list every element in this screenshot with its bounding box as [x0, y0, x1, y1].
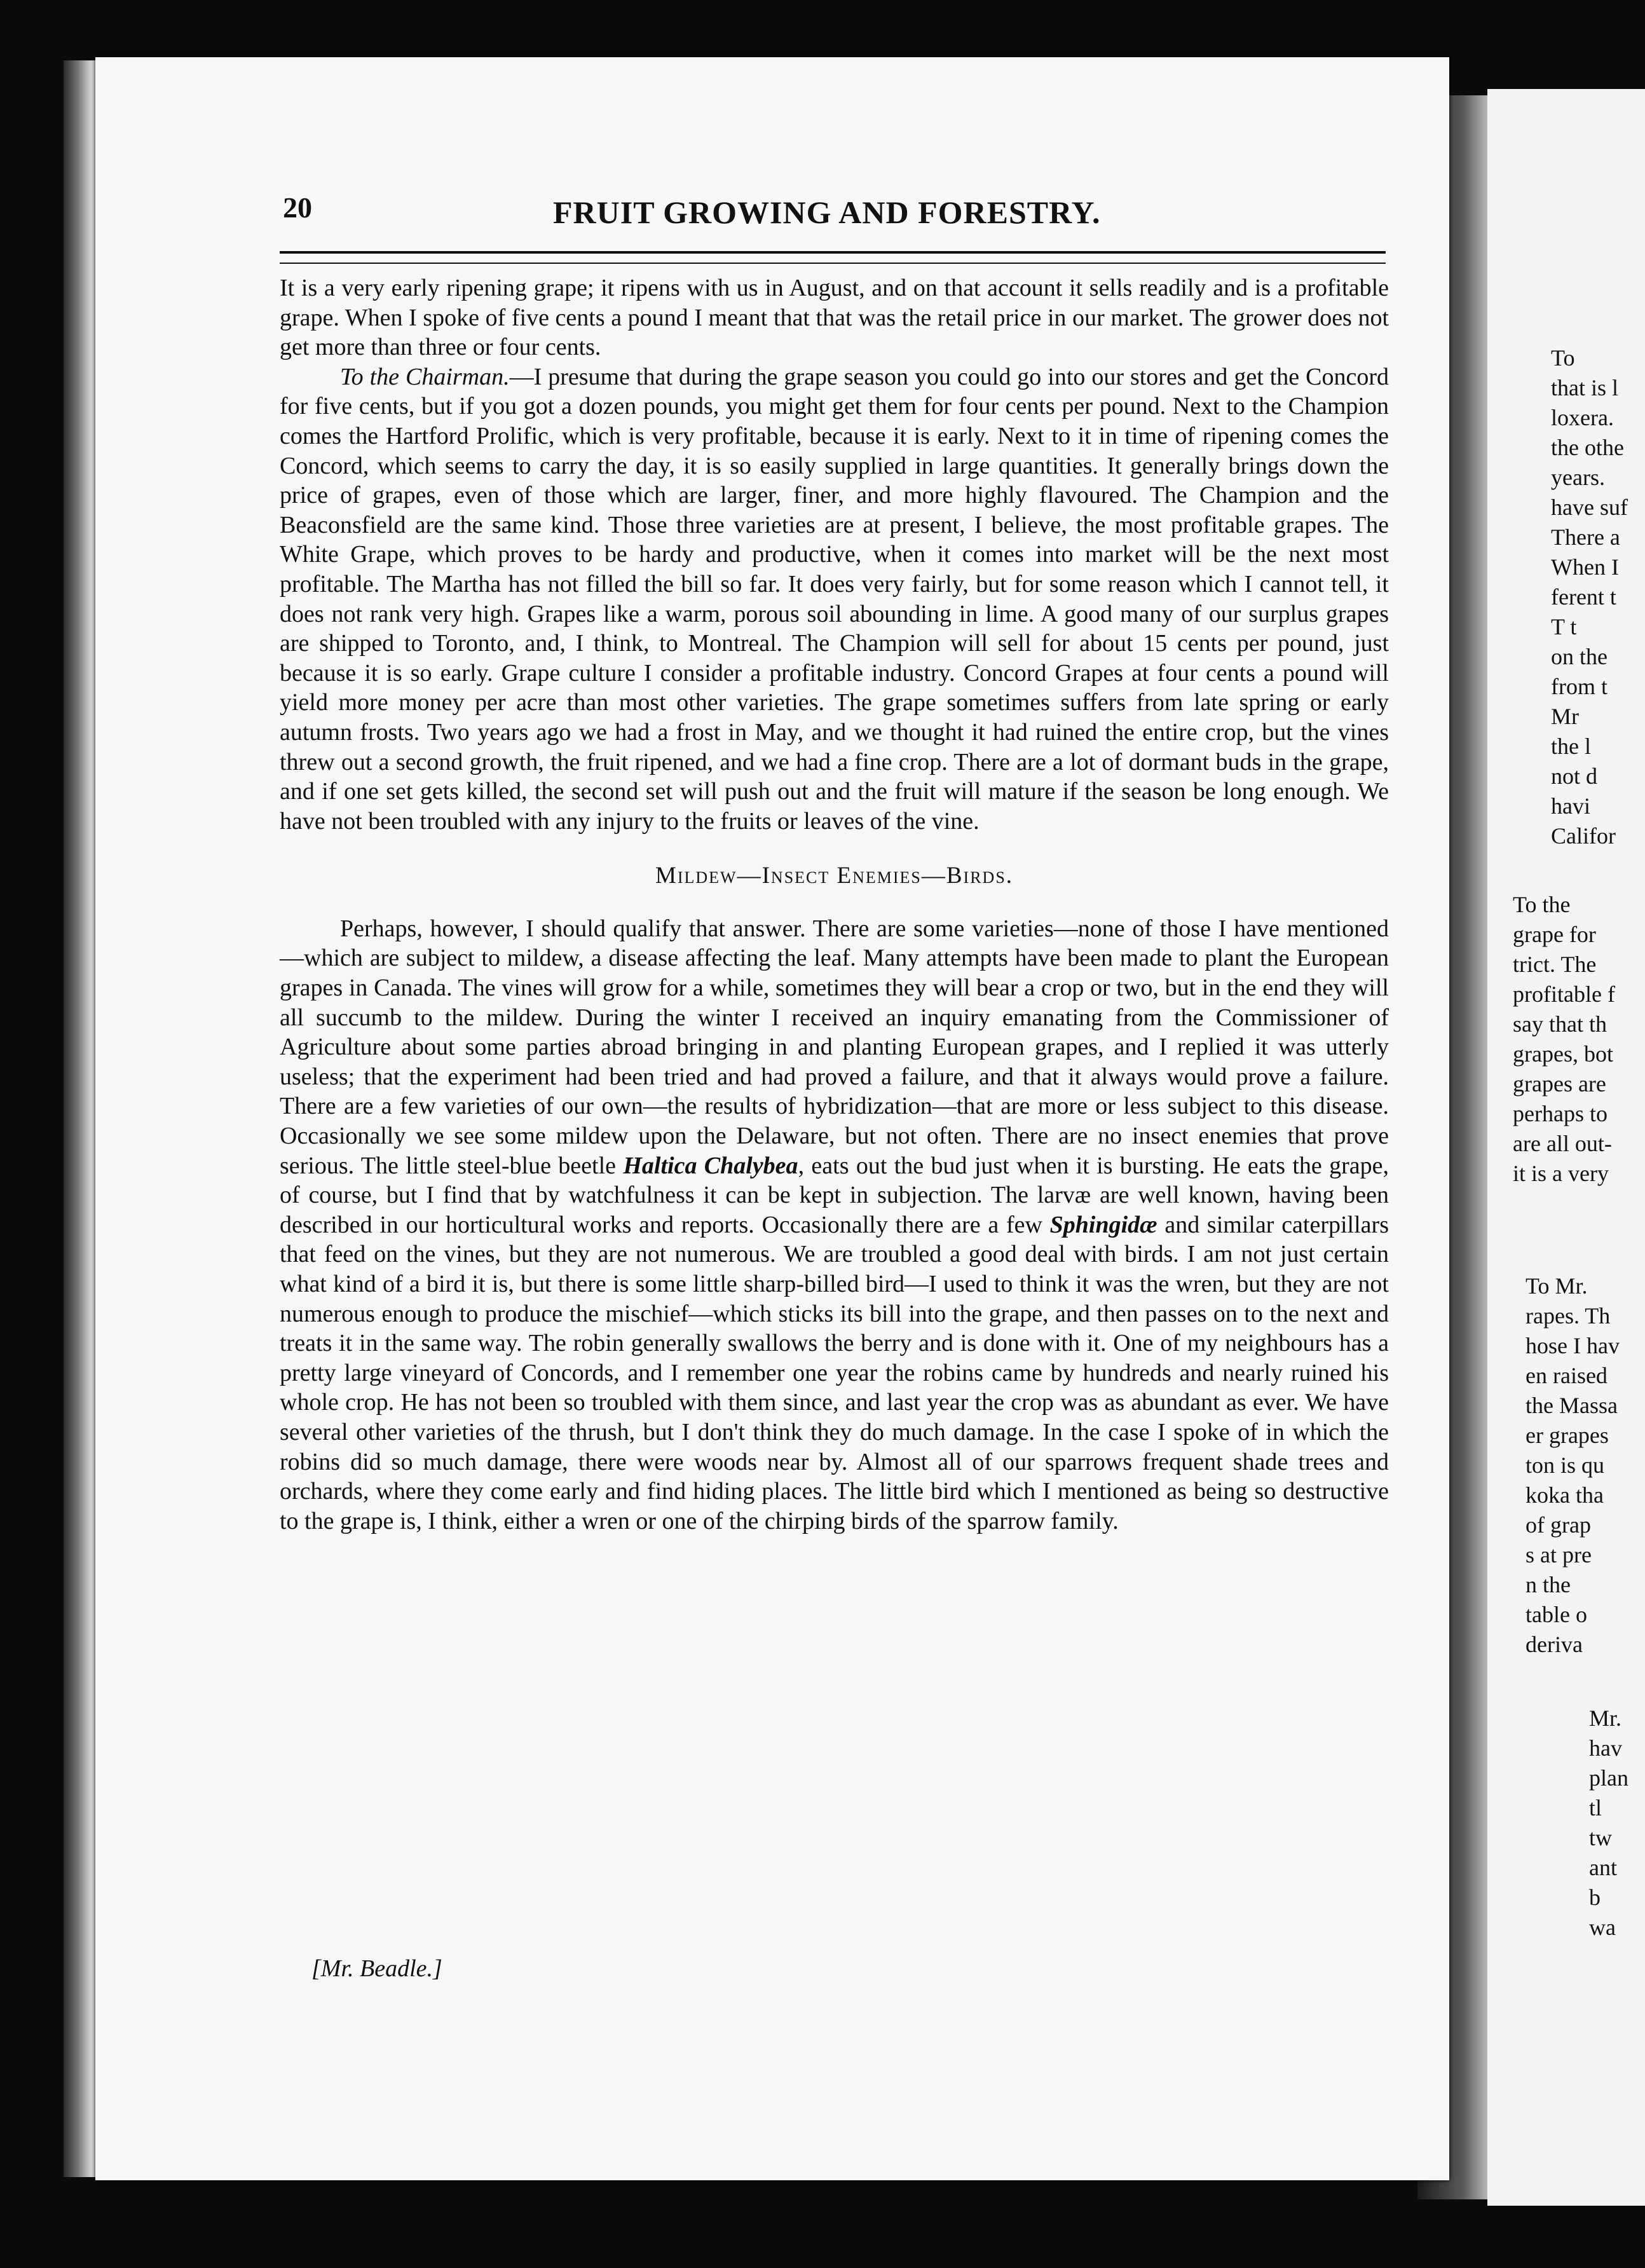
facing-page-line: When I — [1551, 554, 1619, 580]
speaker-attribution: [Mr. Beadle.] — [311, 1955, 442, 1982]
paragraph-2 — [280, 362, 1389, 837]
facing-page-line: grape for — [1513, 922, 1596, 947]
facing-page-line: loxera. — [1551, 405, 1614, 430]
facing-page-line: say that th — [1513, 1011, 1607, 1037]
facing-page-line: are all out- — [1513, 1131, 1612, 1156]
facing-page-line: that is l — [1551, 375, 1618, 400]
facing-page-line: To — [1551, 345, 1575, 371]
facing-page-line: ant — [1589, 1855, 1617, 1880]
facing-page-line: profitable f — [1513, 981, 1615, 1007]
facing-page-line: perhaps to — [1513, 1101, 1607, 1126]
header-rule-thin — [280, 263, 1386, 264]
facing-page-line: To Mr. — [1526, 1273, 1588, 1299]
facing-page-line: tw — [1589, 1825, 1612, 1850]
facing-page-line: ton is qu — [1526, 1452, 1605, 1478]
facing-page-line: er grapes — [1526, 1423, 1609, 1448]
latin-name-beetle: Haltica Chalybea — [623, 1152, 798, 1179]
header-rule-thick — [280, 251, 1386, 254]
facing-page-line: grapes, bot — [1513, 1041, 1613, 1067]
facing-page-line: table o — [1526, 1602, 1587, 1627]
facing-page-line: the Massa — [1526, 1393, 1618, 1418]
facing-page-line: Califor — [1551, 823, 1616, 849]
facing-page-line: T t — [1551, 614, 1577, 639]
facing-page-line: rapes. Th — [1526, 1303, 1611, 1329]
facing-page-line: have suf — [1551, 495, 1628, 520]
facing-page-line: en raised — [1526, 1363, 1607, 1388]
facing-page-line: from t — [1551, 674, 1607, 699]
running-title: FRUIT GROWING AND FORESTRY. — [553, 195, 1101, 230]
facing-page-line: deriva — [1526, 1632, 1583, 1657]
latin-name-sphingidae: Sphingidæ — [1049, 1211, 1157, 1238]
facing-page-line: trict. The — [1513, 952, 1597, 977]
facing-page-line: Mr — [1551, 704, 1579, 729]
page-number: 20 — [283, 191, 312, 224]
body-text — [280, 273, 1389, 1536]
facing-page-line: Mr. — [1589, 1705, 1622, 1731]
facing-page-fragment — [1487, 89, 1645, 2206]
facing-page-line: tl — [1589, 1795, 1602, 1821]
facing-page-line: on the — [1551, 644, 1607, 669]
speaker-label: To the Chairman. — [340, 363, 510, 390]
facing-page-line: it is a very — [1513, 1161, 1609, 1186]
facing-page-line: There a — [1551, 524, 1620, 550]
facing-page-line: years. — [1551, 465, 1605, 490]
paragraph-3: Perhaps, however, I should qualify that answer. There are some varieties—none of those I have mentioned—which are subject to mildew, a disease affecting the leaf. Many attempts have been made to plant the European grapes in Canada. The vines will grow for a while, sometimes they will bear a crop or two, but in the end they will all succumb to the mildew. During the winter I received an inquiry emanating from the Commissioner of Agriculture about some parties abroad bringing in and planting European grapes, and I replied it was utterly useless; that the experiment had been tried and had proved a failure, and that it always would prove a failure. There are a few varieties of our own—the results of hybridization—that are more or less subject to this disease. Occasionally we see some mildew upon the Delaware, but not often. There are no insect enemies that prove serious. The little steel-blue beetle Haltica Chalybea, eats out the bud just when it is bursting. He eats the grape, of course, but I find that by watchfulness it can be kept in subjection. The larvæ are well known, having been described in our horticultural works and reports. Occasionally there are a few Sphingidæ and similar caterpillars that feed on the vines, but they are not numerous. We are troubled a good deal with birds. I am not just certain what kind of a bird it is, but there is some little sharp-billed bird—I used to think it was the wren, but they are not numerous enough to produce the mischief—which sticks its bill into the grape, and then passes on to the next and treats it in the same way. The robin generally swallows the berry and is done with it. One of my neighbours has a pretty large vineyard of Concords, and I remember one year the robins came by hundreds and nearly ruined his whole crop. He has not been so troubled with them since, and last year the crop was as abundant as ever. We have several other varieties of the thrush, but I don't think they do much damage. In the case I spoke of in which the robins did so much damage, there were woods near by. Almost all of our sparrows frequent shade trees and orchards, where they come early and find hiding places. The little bird which I mentioned as being so destructive to the grape is, I think, either a wren or one of the chirping birds of the sparrow family. — [280, 915, 1389, 1534]
facing-page-line: not d — [1551, 763, 1598, 789]
facing-page-line: s at pre — [1526, 1542, 1592, 1568]
facing-page-line: the l — [1551, 734, 1591, 759]
facing-page-line: b — [1589, 1885, 1601, 1910]
facing-page-line: the othe — [1551, 435, 1624, 460]
facing-page-line: of grap — [1526, 1512, 1591, 1538]
facing-page-line: grapes are — [1513, 1071, 1606, 1096]
facing-page-line: hav — [1589, 1735, 1622, 1761]
facing-page-line: plan — [1589, 1765, 1628, 1791]
facing-page-line: ferent t — [1551, 584, 1616, 610]
facing-page-line: To the — [1513, 892, 1571, 917]
facing-page-line: hose I hav — [1526, 1333, 1620, 1358]
paragraph-1: It is a very early ripening grape; it ripens with us in August, and on that account it sells readily and is a profitable grape. When I spoke of five cents a pound I meant that that was the retail price in our market. The grower does not get more than three or four cents. — [280, 275, 1389, 361]
facing-page-line: koka tha — [1526, 1482, 1604, 1508]
facing-page-line: n the — [1526, 1572, 1571, 1597]
facing-page-line: havi — [1551, 793, 1590, 819]
facing-page-line: wa — [1589, 1915, 1616, 1940]
section-heading: Mildew—Insect Enemies—Birds. — [655, 863, 1014, 889]
paragraph-2-text: —I presume that during the grape season you could go into our stores and get the Concord for five cents, but if you got a dozen pounds, you might get them for four cents per pound. Next to the Champion comes the Hartford Prolific, which is very profitable, because it is early. Next to it in time of ripening comes the Concord, which seems to carry the day, it is so easily supplied in large quantities. It generally brings down the price of grapes, even of those which are larger, finer, and more highly flavoured. The Champion and the Beaconsfield are the same kind. Those three varieties are at present, I believe, the most profitable grapes. The White Grape, which proves to be hardy and productive, when it comes into market will be the next most profitable. The Martha has not filled the bill so far. It does very fairly, but for some reason which I cannot tell, it does not rank very high. Grapes like a warm, porous soil abounding in lime. A good many of our surplus grapes are shipped to Toronto, and, I think, to Montreal. The Champion will sell for about 15 cents per pound, just because it is so early. Grape culture I consider a profitable industry. Concord Grapes at four cents a pound will yield more money per acre than most other varieties. The grape sometimes suffers from late spring or early autumn frosts. Two years ago we had a frost in May, and we thought it had ruined the entire crop, but the vines threw out a second growth, the fruit ripened, and we had a fine crop. There are a lot of dormant buds in the grape, and if one set gets killed, the second set will push out and the fruit will mature if the season be long enough. We have not been troubled with any injury to the fruits or leaves of the vine. — [280, 363, 1389, 835]
